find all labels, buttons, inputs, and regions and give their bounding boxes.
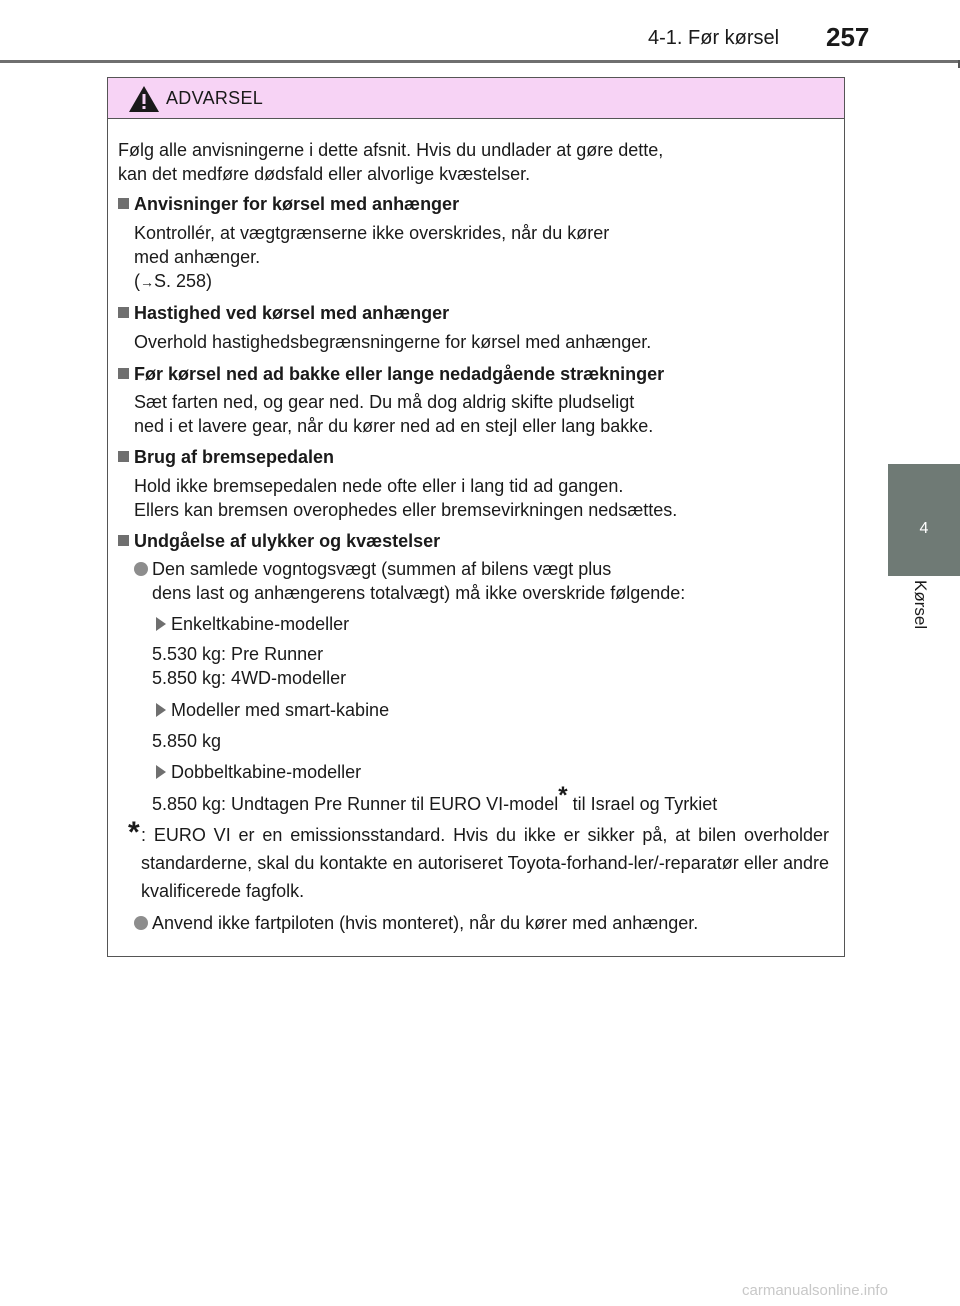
intro-line-1: Følg alle anvisningerne i dette afsnit. Hvis du undlader at gøre dette,	[118, 140, 664, 160]
text-line: Ellers kan bremsen overophedes eller bremsevirkningen nedsættes.	[134, 500, 678, 520]
watermark: carmanualsonline.info	[742, 1282, 888, 1299]
text-line: 5.850 kg: 4WD-modeller	[152, 668, 347, 688]
heading-hastighed: Hastighed ved kørsel med anhænger	[134, 303, 450, 323]
heading-ulykker: Undgåelse af ulykker og kvæstelser	[134, 531, 441, 551]
header-divider	[0, 60, 960, 63]
section-marker	[118, 198, 129, 209]
page-reference	[134, 269, 212, 294]
section-marker	[118, 451, 129, 462]
asterisk: *	[558, 782, 568, 809]
warning-title: ADVARSEL	[166, 88, 264, 108]
text-fragment: 5.850 kg: Undtagen Pre Runner til EURO VI-model	[152, 794, 559, 814]
bullet-dot	[134, 916, 148, 930]
text-line: Hold ikke bremsepedalen nede ofte eller i lang tid ad gangen.	[134, 476, 624, 496]
text-line: Kontrollér, at vægtgrænserne ikke overskrides, når du kører	[134, 223, 610, 243]
text-line: dens last og anhængerens totalvægt) må ikke overskride følgende:	[152, 583, 686, 603]
footnote-asterisk: *	[128, 816, 140, 849]
intro-line-2: kan det medføre dødsfald eller alvorlige kvæstelser.	[118, 164, 531, 184]
arrow-right-icon: →	[140, 274, 154, 290]
text-line	[152, 782, 718, 816]
text-line: 5.530 kg: Pre Runner	[152, 644, 324, 664]
warning-triangle-icon	[128, 84, 160, 114]
text-line: med anhænger.	[134, 247, 261, 267]
text-line: Den samlede vogntogsvægt (summen af bilens vægt plus	[152, 559, 612, 579]
sub-heading: Enkeltkabine-modeller	[171, 614, 350, 634]
chapter-number: 4	[919, 520, 929, 537]
heading-anvisninger: Anvisninger for kørsel med anhænger	[134, 194, 460, 214]
heading-bremse: Brug af bremsepedalen	[134, 447, 335, 467]
warning-header	[108, 78, 844, 119]
text-line: Anvend ikke fartpiloten (hvis monteret), når du kører med anhænger.	[152, 913, 699, 933]
section-marker	[118, 368, 129, 379]
footnote-text: : EURO VI er en emissionsstandard. Hvis du ikke er sikker på, at bilen overholder standarderne, skal du kontakte en autoriseret Toyota-forhand-ler/-reparatør eller andre kvalificerede fagfolk.	[141, 825, 829, 901]
section-title: 4-1. Før kørsel	[648, 27, 780, 49]
warning-box	[107, 77, 845, 957]
text-line: Sæt farten ned, og gear ned. Du må dog aldrig skifte pludseligt	[134, 392, 635, 412]
sub-bullet-arrow-icon	[156, 703, 166, 717]
heading-bakke: Før kørsel ned ad bakke eller lange nedadgående strækninger	[134, 364, 665, 384]
ref-text: S. 258)	[154, 271, 213, 291]
section-marker	[118, 307, 129, 318]
text-line: ned i et lavere gear, når du kører ned ad en stejl eller lang bakke.	[134, 416, 654, 436]
chapter-label: Kørsel	[911, 580, 930, 630]
text-line: Overhold hastighedsbegrænsningerne for kørsel med anhænger.	[134, 332, 652, 352]
text-fragment: til Israel og Tyrkiet	[567, 794, 718, 814]
ref-open: (	[134, 271, 140, 291]
section-marker	[118, 535, 129, 546]
sub-heading: Dobbeltkabine-modeller	[171, 762, 362, 782]
page-number: 257	[826, 22, 870, 52]
sub-bullet-arrow-icon	[156, 617, 166, 631]
text-line: 5.850 kg	[152, 731, 222, 751]
bullet-dot	[134, 562, 148, 576]
sub-heading: Modeller med smart-kabine	[171, 700, 390, 720]
chapter-tab	[888, 464, 960, 576]
chapter-label-container	[896, 580, 936, 670]
sub-bullet-arrow-icon	[156, 765, 166, 779]
